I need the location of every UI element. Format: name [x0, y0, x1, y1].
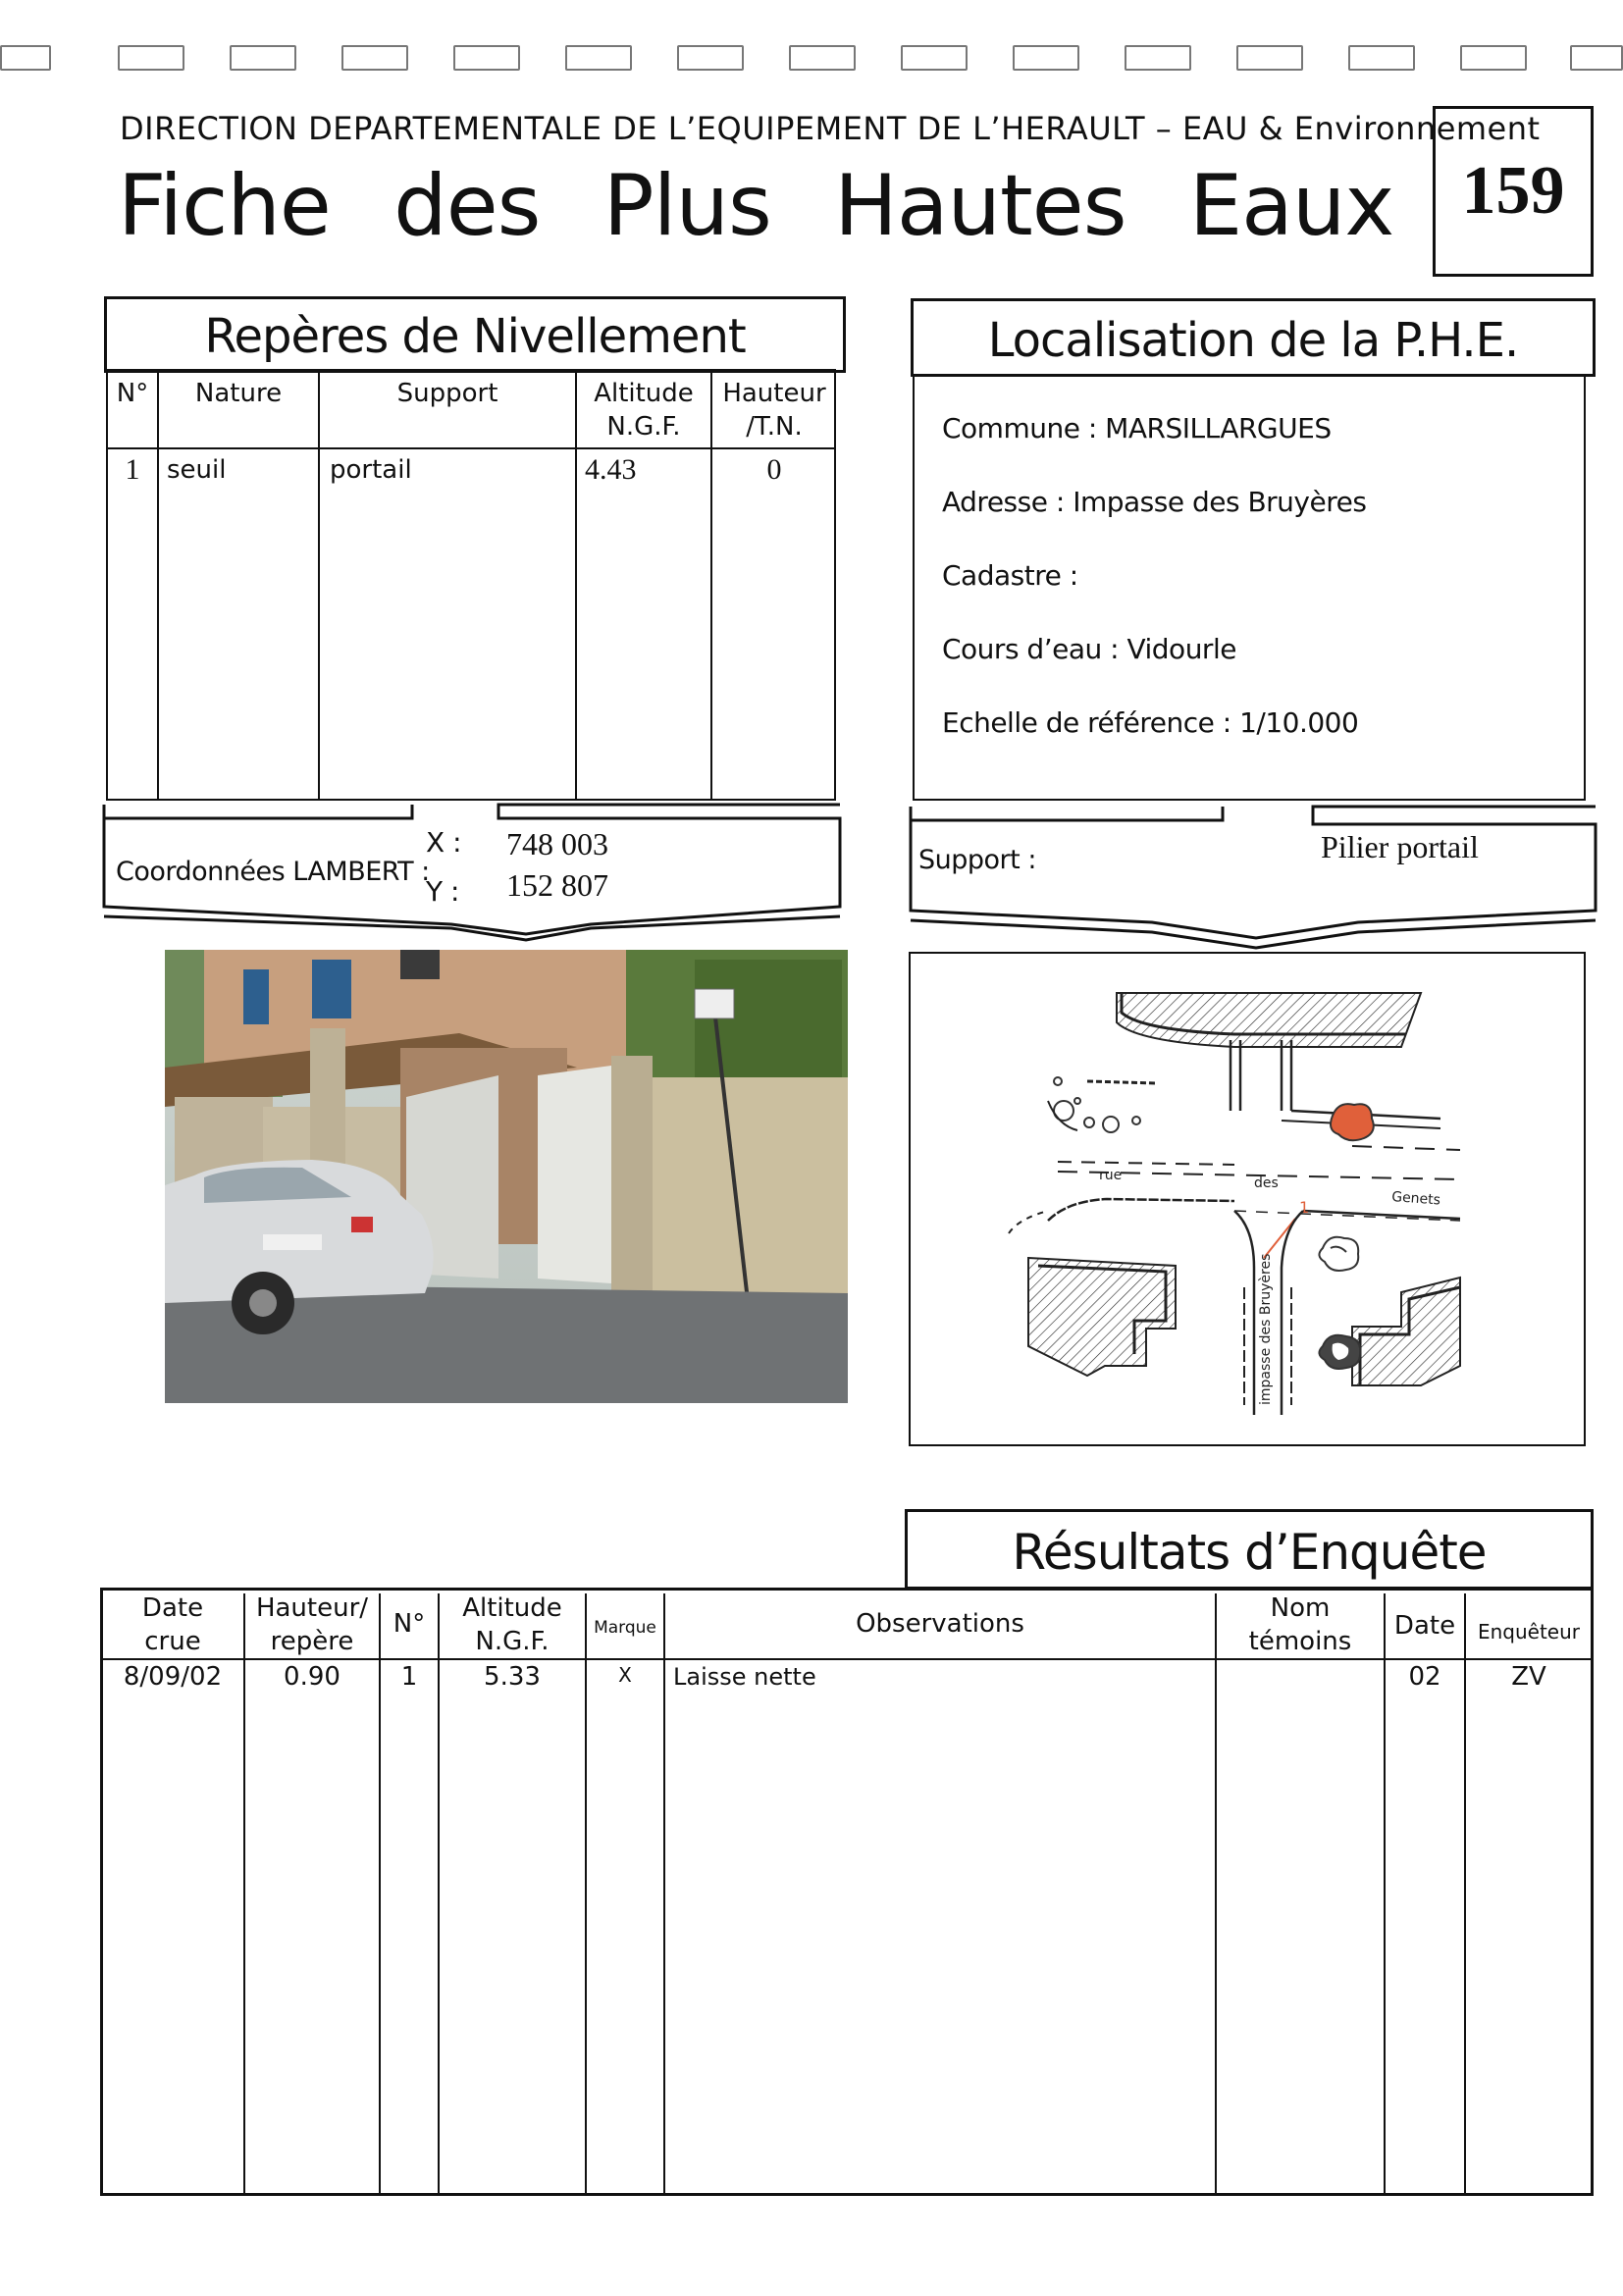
cadastre-field: Cadastre : — [942, 559, 1078, 592]
binder-hole — [565, 45, 632, 71]
resultats-title: Résultats d’Enquête — [1012, 1524, 1487, 1581]
repere-hauteur: 0 — [766, 453, 782, 486]
reperes-title: Repères de Nivellement — [204, 309, 746, 364]
table-divider — [1215, 1593, 1217, 2194]
fiche-number-box — [1433, 106, 1594, 277]
repere-altitude: 4.43 — [585, 453, 637, 486]
binder-hole — [677, 45, 744, 71]
support-label: Support : — [918, 845, 1036, 875]
map-label-genets: Genets — [1390, 1189, 1441, 1209]
table-divider — [663, 1593, 665, 2194]
map-label-rue: rue — [1099, 1168, 1123, 1183]
table-divider — [318, 369, 320, 801]
col-header-date-crue-sub: crue — [144, 1627, 201, 1656]
site-photo — [165, 950, 848, 1403]
fiche-number: 159 — [1461, 153, 1565, 229]
localisation-title: Localisation de la P.H.E. — [987, 313, 1519, 368]
adresse-field: Adresse : Impasse des Bruyères — [942, 486, 1367, 518]
x-value: 748 003 — [506, 826, 608, 861]
x-label: X : — [426, 826, 462, 859]
result-enqueteur: ZV — [1511, 1662, 1546, 1692]
commune-field: Commune : MARSILLARGUES — [942, 412, 1332, 444]
binder-hole — [1013, 45, 1079, 71]
binder-hole — [1236, 45, 1303, 71]
binder-hole — [1125, 45, 1191, 71]
result-date: 02 — [1408, 1662, 1441, 1692]
col-header-date: Date — [1393, 1611, 1456, 1641]
y-value: 152 807 — [506, 867, 608, 903]
support-value: Pilier portail — [1321, 829, 1479, 864]
table-divider — [106, 447, 836, 449]
binder-hole — [1460, 45, 1527, 71]
result-altitude: 5.33 — [484, 1662, 541, 1692]
binder-holes — [0, 45, 1623, 75]
col-header-hauteur-sub: repère — [270, 1627, 354, 1656]
y-label: Y : — [426, 875, 459, 908]
result-no: 1 — [400, 1662, 418, 1692]
result-date-crue: 8/09/02 — [123, 1662, 223, 1692]
binder-hole — [901, 45, 968, 71]
col-header-date-crue: Date — [141, 1593, 204, 1623]
repere-support: portail — [330, 455, 412, 485]
reperes-title-box — [104, 296, 846, 373]
resultats-title-box — [905, 1509, 1594, 1590]
result-observations: Laisse nette — [673, 1663, 816, 1691]
col-header-nom-sub: témoins — [1248, 1627, 1352, 1656]
binder-hole — [453, 45, 520, 71]
binder-hole — [230, 45, 296, 71]
binder-hole — [118, 45, 184, 71]
map-marker-number: 1 — [1299, 1198, 1310, 1217]
map-label-impasse: impasse des Bruyères — [1258, 1253, 1274, 1405]
echelle-field: Echelle de référence : 1/10.000 — [942, 706, 1359, 739]
table-divider — [157, 369, 159, 801]
binder-hole — [789, 45, 856, 71]
col-header-no: N° — [393, 1609, 426, 1639]
col-header-hauteur: Hauteur/ — [255, 1593, 369, 1623]
binder-hole — [341, 45, 408, 71]
col-header-observations: Observations — [856, 1609, 1024, 1639]
agency-header: DIRECTION DEPARTEMENTALE DE L’EQUIPEMENT DE L’HERAULT – EAU & Environnement — [120, 110, 1541, 147]
col-header-enqueteur: Enquêteur — [1477, 1620, 1581, 1644]
localisation-title-box — [911, 298, 1596, 377]
binder-hole — [1570, 45, 1623, 71]
col-header-altitude-sub: N.G.F. — [475, 1627, 550, 1656]
location-map — [909, 952, 1586, 1446]
col-header-altitude: Altitude — [462, 1593, 562, 1623]
col-header-altitude: Altitude — [594, 379, 694, 408]
cours-eau-field: Cours d’eau : Vidourle — [942, 633, 1236, 665]
binder-hole — [1348, 45, 1415, 71]
col-header-nature: Nature — [194, 379, 283, 408]
repere-nature: seuil — [167, 455, 227, 485]
col-header-hauteur: Hauteur — [722, 379, 826, 408]
page-title: Fiche des Plus Hautes Eaux — [118, 157, 1394, 255]
col-header-no: N° — [116, 379, 149, 408]
map-label-des: des — [1254, 1175, 1279, 1191]
col-header-altitude-sub: N.G.F. — [606, 412, 681, 442]
col-header-nom: Nom — [1270, 1593, 1331, 1623]
col-header-hauteur-sub: /T.N. — [746, 412, 803, 442]
repere-no: 1 — [125, 453, 140, 486]
col-header-marque: Marque — [594, 1618, 656, 1638]
col-header-support: Support — [396, 379, 498, 408]
result-hauteur: 0.90 — [284, 1662, 340, 1692]
binder-hole — [0, 45, 51, 71]
coordinates-label: Coordonnées LAMBERT : — [116, 857, 430, 887]
result-marque: X — [618, 1663, 632, 1687]
